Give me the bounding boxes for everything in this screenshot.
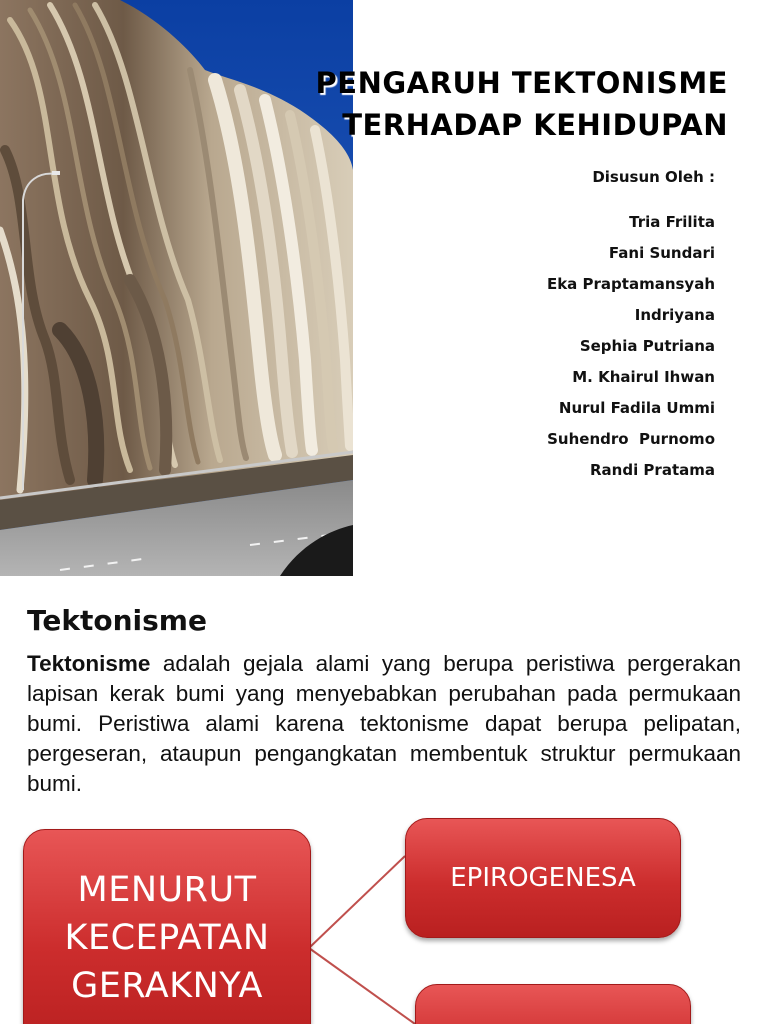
title-line-2: TERHADAP KEHIDUPAN	[342, 108, 728, 142]
definition-text: adalah gejala alami yang berupa peristiwa pergerakan lapisan kerak bumi yang menyebabkan perubahan pada permukaan bumi. Peristiwa alami karena tektonisme dapat berupa pelipatan, pergeseran, ataupun pengangkatan membentuk struktur permukaan bumi.	[27, 651, 741, 796]
branch-box-2	[415, 984, 691, 1024]
author-name: Randi Pratama	[589, 461, 715, 479]
author-name: Tria Frilita	[629, 213, 715, 231]
author-name: Eka Praptamansyah	[546, 275, 715, 293]
author-name: Nurul Fadila Ummi	[558, 399, 715, 417]
main-box-label	[65, 866, 270, 1010]
author-name: Indriyana	[634, 306, 715, 324]
main-label-line-3: GERAKNYA	[71, 965, 263, 1006]
author-name: M. Khairul Ihwan	[572, 368, 715, 386]
connector-line-1	[309, 856, 405, 948]
title-line-1: PENGARUH TEKTONISME	[315, 66, 728, 100]
main-label-line-1: MENURUT	[77, 869, 257, 910]
branch-box-epirogenesa	[405, 818, 681, 938]
slide-title	[240, 62, 728, 146]
section-heading: Tektonisme	[27, 604, 207, 637]
branch-label: EPIROGENESA	[450, 863, 636, 893]
connector-line-2	[309, 948, 415, 1024]
author-name: Suhendro Purnomo	[547, 430, 715, 448]
main-category-box	[23, 829, 311, 1024]
definition-slide	[0, 576, 768, 1024]
author-heading: Disusun Oleh :	[592, 168, 715, 186]
author-name: Sephia Putriana	[579, 337, 715, 355]
author-list	[547, 207, 715, 486]
definition-term: Tektonisme	[27, 651, 151, 676]
author-name: Fani Sundari	[608, 244, 715, 262]
main-label-line-2: KECEPATAN	[64, 917, 270, 958]
